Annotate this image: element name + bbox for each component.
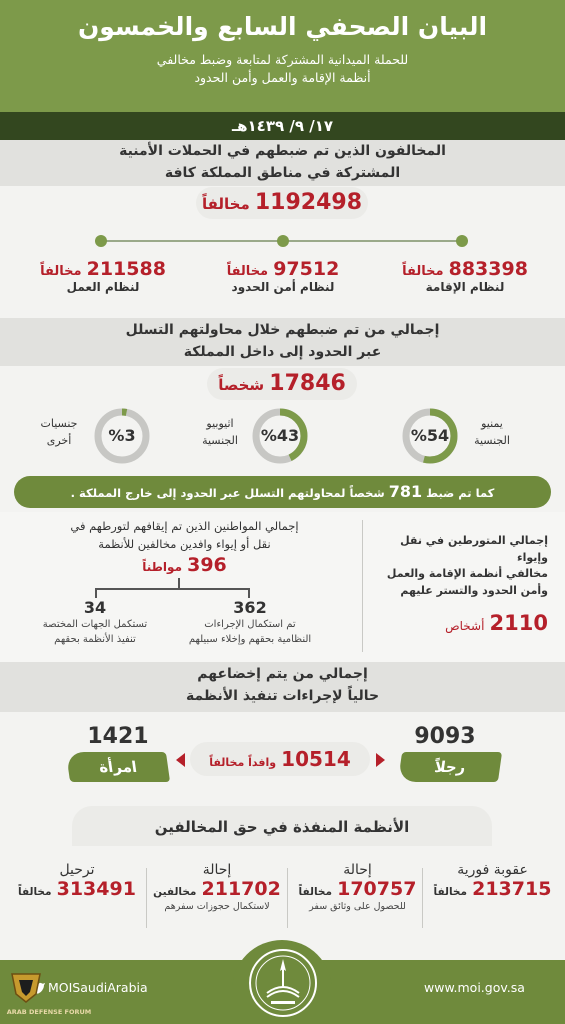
tree-leg-left xyxy=(95,588,97,598)
women-number: 1421 xyxy=(87,724,149,749)
arrow-left-icon xyxy=(176,753,185,767)
enforcement-note: لاستكمال حجوزات سفرهم xyxy=(164,901,270,912)
tree-stem xyxy=(178,578,180,588)
ring-group-yemeni xyxy=(360,404,520,470)
sub-line-2: تنفيذ الأنظمة بحقهم xyxy=(54,634,136,645)
enforcement-title: عقوبة فورية xyxy=(457,862,528,878)
twitter-handle[interactable]: MOISaudiArabia xyxy=(48,980,148,995)
section4-total-number: 10514 xyxy=(281,747,351,771)
page-title: البيان الصحفي السابع والخمسون xyxy=(77,12,488,41)
sub-line-2: النظامية بحقهم وإخلاء سبيلهم xyxy=(188,634,312,645)
enforcement-title: إحالة xyxy=(343,862,372,878)
enforcement-divider-2 xyxy=(287,868,288,928)
section1-total-unit: مخالفاً xyxy=(201,195,250,213)
section1-total-number: 1192498 xyxy=(254,190,363,215)
ring-label-line-1: يمنيو xyxy=(481,417,503,430)
enforcement-note: للحصول على وثائق سفر xyxy=(309,901,406,912)
connector-dot-3 xyxy=(95,235,107,247)
ring-percent-ethiopian: %43 xyxy=(260,426,300,445)
enforcement-unit: مخالفين xyxy=(153,886,197,898)
ring-group-ethiopian xyxy=(190,404,350,470)
section5-heading: الأنظمة المنفذة في حق المخالفين xyxy=(154,818,410,836)
section4-total-pill xyxy=(190,742,370,776)
item-number: 883398 xyxy=(448,258,528,280)
enforcement-divider-3 xyxy=(146,868,147,928)
ring-label-line-1: اثيوبيو xyxy=(206,417,234,430)
enforcement-number: 213715 xyxy=(472,878,552,900)
subtitle-line-2: أنظمة الإقامة والعمل وأمن الحدود xyxy=(194,70,371,86)
date-band: ١٧/ ٩/ ١٤٣٩هـ xyxy=(0,112,565,140)
left-line-2: نقل أو إيواء وافدين مخالفين للأنظمة xyxy=(98,536,271,551)
forum-watermark: ARAB DEFENSE FORUM xyxy=(6,1008,92,1016)
left-description xyxy=(12,518,357,554)
item-unit: مخالفاً xyxy=(226,264,269,279)
right-line-2: مخالفي أنظمة الإقامة والعمل xyxy=(386,567,548,580)
enforcement-title: ترحيل xyxy=(59,862,95,878)
ring-label-line-2: الجنسية xyxy=(202,433,238,447)
section1-total-pill xyxy=(196,187,368,219)
section3-divider xyxy=(362,520,363,652)
enforcement-number: 211702 xyxy=(201,878,281,900)
ministry-emblem-icon xyxy=(245,945,321,1021)
banner-suffix: شخصاً لمحاولتهم التسلل عبر الحدود إلى خارج المملكة . xyxy=(70,486,385,500)
arrow-right-icon xyxy=(376,753,385,767)
sub-line-1: تستكمل الجهات المختصة xyxy=(42,619,148,630)
left-number: 396 xyxy=(187,553,227,576)
outbound-banner xyxy=(14,476,551,508)
left-unit: مواطناً xyxy=(142,559,182,574)
women-label-badge: امرأة xyxy=(66,752,170,782)
sub-description xyxy=(170,617,330,647)
section4-heading xyxy=(20,664,545,707)
section4-heading-line-2: حالياً لإجراءات تنفيذ الأنظمة xyxy=(185,687,380,704)
item-number: 97512 xyxy=(273,258,340,280)
section1-item-border xyxy=(208,258,358,294)
ring-label-yemeni xyxy=(462,416,522,449)
enforcement-number: 170757 xyxy=(337,878,417,900)
ring-label-line-2: أخرى xyxy=(46,433,72,447)
sub-number: 34 xyxy=(83,598,107,617)
enforcement-title: إحالة xyxy=(202,862,232,878)
ring-label-other xyxy=(30,416,88,449)
section2-heading xyxy=(20,320,545,363)
sub-line-1: تم استكمال الإجراءات xyxy=(204,619,296,630)
right-unit: أشخاص xyxy=(445,619,485,633)
enforcement-item-immediate xyxy=(425,862,560,900)
left-sub-completed xyxy=(170,598,330,647)
section2-heading-line-1: إجمالي من تم ضبطهم خلال محاولتهم التسلل xyxy=(125,322,440,338)
section2-total-pill xyxy=(207,368,357,400)
connector-dot-2 xyxy=(277,235,289,247)
section1-heading-line-2: المشتركة في مناطق المملكة كافة xyxy=(164,164,401,181)
ring-label-line-2: الجنسية xyxy=(474,433,510,447)
men-label-badge: رجلاً xyxy=(398,752,502,782)
tree-bar xyxy=(95,588,250,590)
enforcement-unit: مخالفاً xyxy=(18,886,52,898)
enforcement-unit: مخالفاً xyxy=(433,886,468,898)
section1-item-labor xyxy=(28,258,178,294)
item-number: 211588 xyxy=(86,258,166,280)
forum-logo-icon xyxy=(6,968,46,1008)
connector-dot-1 xyxy=(456,235,468,247)
right-description xyxy=(368,533,548,599)
item-unit: مخالفاً xyxy=(402,264,444,279)
left-line-1: إجمالي المواطنين الذين تم إيقافهم لتورطهم في xyxy=(70,519,299,533)
subtitle-line-1: للحملة الميدانية المشتركة لمتابعة وضبط مخالفي xyxy=(156,52,409,67)
section1-heading xyxy=(20,141,545,184)
ring-label-ethiopian xyxy=(190,416,250,449)
enforcement-item-bookings xyxy=(148,862,286,914)
item-unit: مخالفاً xyxy=(40,264,82,279)
section4-total-unit: وافداً مخالفاً xyxy=(209,756,277,769)
section2-heading-line-2: عبر الحدود إلى داخل المملكة xyxy=(183,343,382,360)
section1-item-residency xyxy=(390,258,540,294)
section1-heading-line-1: المخالفون الذين تم ضبطهم في الحملات الأمنية xyxy=(119,143,446,159)
item-label: لنظام أمن الحدود xyxy=(231,280,335,294)
section2-total-unit: شخصاً xyxy=(218,376,265,394)
right-line-3: وأمن الحدود والتستر عليهم xyxy=(400,583,548,597)
item-label: لنظام الإقامة xyxy=(425,280,505,294)
sub-number: 362 xyxy=(233,598,267,617)
section2-total-number: 17846 xyxy=(269,371,346,396)
banner-number: 781 xyxy=(388,482,423,501)
left-sub-pending xyxy=(20,598,170,647)
ring-label-line-1: جنسيات xyxy=(40,417,78,430)
ring-percent-yemeni: %54 xyxy=(410,426,450,445)
header xyxy=(0,0,565,112)
item-label: لنظام العمل xyxy=(66,280,140,294)
ring-group-other xyxy=(20,404,180,470)
banner-prefix: كما تم ضبط xyxy=(426,486,495,500)
enforcement-item-travel-docs xyxy=(290,862,425,914)
ring-percent-other: %3 xyxy=(108,426,136,445)
section3-right xyxy=(368,533,548,635)
website-link[interactable]: www.moi.gov.sa xyxy=(424,980,525,995)
men-number: 9093 xyxy=(414,724,476,749)
right-line-1: إجمالي المتورطين في نقل وإيواء xyxy=(400,534,548,564)
section4-heading-line-1: إجمالي من يتم إخضاعهم xyxy=(197,666,368,682)
enforcement-unit: مخالفاً xyxy=(298,886,333,898)
enforcement-number: 313491 xyxy=(56,878,136,900)
right-number: 2110 xyxy=(489,611,548,635)
section3-left xyxy=(12,518,357,576)
page-subtitle xyxy=(0,51,565,87)
enforcement-item-deportation xyxy=(8,862,146,900)
sub-description xyxy=(20,617,170,647)
tree-leg-right xyxy=(248,588,250,598)
